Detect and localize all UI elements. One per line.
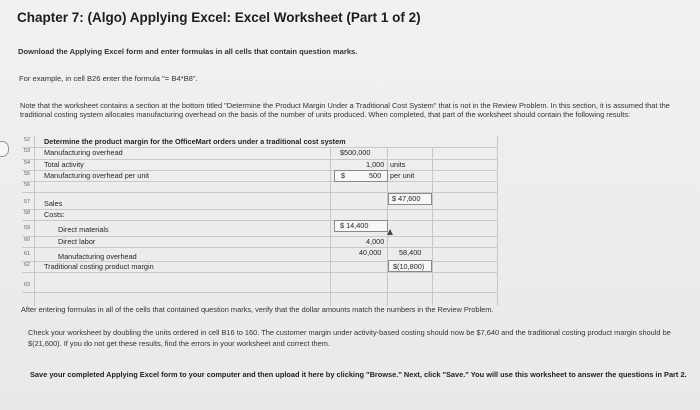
worksheet-image [22,136,498,314]
cell-d: $ 47,600 [392,193,421,203]
row-number: 59 [24,224,31,231]
cell-a: Manufacturing overhead [58,252,137,262]
row-number: 52 [24,137,31,143]
row-number: 63 [24,282,31,289]
sheet-row [22,193,498,210]
cell-c: units [390,159,406,169]
row-number: 55 [24,170,31,177]
cell-a: Determine the product margin for the OfficeMart orders under a traditional cost system [44,137,346,146]
cell-a: Traditional costing product margin [44,262,154,272]
sheet-row [22,272,498,293]
cell-a: Sales [44,198,63,208]
check-paragraph: Check your worksheet by doubling the units ordered in cell B16 to 160. The customer margin under activity-based costing should now be $7,640 and the traditional costing product margin should be $(21,600). If you do not get these results, find the errors in your worksheet and correct them. [28,328,671,348]
page-title: Chapter 7: (Algo) Applying Excel: Excel Worksheet (Part 1 of 2) [17,10,421,25]
cell-a: Total activity [44,159,84,169]
cell-a: Costs: [44,209,65,219]
row-number: 54 [24,159,31,166]
cell-b: $ 14,400 [340,220,369,230]
cell-b-currency: $ [341,170,346,180]
cell-c: per unit [390,170,415,180]
cell-b: 1,000 [366,159,385,169]
example-instruction: For example, in cell B26 enter the formula "= B4*B8". [19,74,198,83]
row-number: 53 [24,148,31,155]
save-paragraph: Save your completed Applying Excel form to your computer and then upload it here by clicking "Browse." Next, click "Save." You will use this worksheet to answer the questions in Part 2. [30,370,687,379]
cell-a: Direct labor [58,236,96,246]
cell-a: Manufacturing overhead [44,148,123,158]
cell-a: Manufacturing overhead per unit [44,170,150,180]
cell-b: 4,000 [366,236,385,246]
after-paragraph: After entering formulas in all of the cells that contained question marks, verify that the dollar amounts match the numbers in the Review Problem. [21,305,494,314]
row-number: 61 [24,251,31,258]
row-number: 56 [24,182,31,189]
row-number: 58 [24,209,31,216]
row-number: 60 [24,236,31,243]
side-toggle[interactable] [0,141,9,157]
cell-b: 40,000 [359,248,382,258]
cell-c: 58,400 [399,248,422,258]
note-paragraph: Note that the worksheet contains a section at the bottom titled "Determine the Product Margin Under a Traditional Cost System" that is not in the Review Problem. In this section, it is assumed that the traditional costing system allocates manufacturing overhead on the basis of the number of units produced. When completed, that part of the worksheet should contain the following results: [20,101,670,120]
cell-b: $500,000 [340,148,371,158]
cell-b: 500 [369,170,382,180]
sheet-row [22,220,498,237]
row-number: 62 [24,262,31,269]
mouse-cursor-icon [387,229,393,235]
cell-c: $(10,800) [393,262,425,272]
row-number: 57 [24,198,31,205]
cell-a: Direct materials [58,224,109,234]
download-instruction: Download the Applying Excel form and enter formulas in all cells that contain question marks. [18,47,358,56]
